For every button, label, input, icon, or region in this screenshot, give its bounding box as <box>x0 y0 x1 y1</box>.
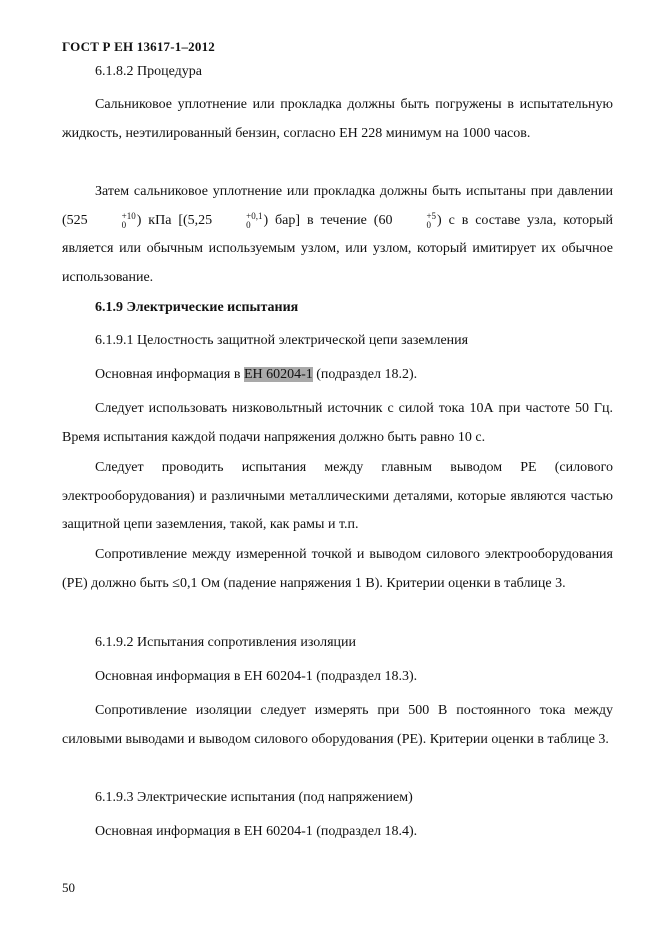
paragraph-basic-info-18-2 <box>62 361 613 390</box>
section-6-1-8-2-title: 6.1.8.2 Процедура <box>95 64 202 79</box>
tolerance-3-lower: 0 <box>426 219 431 230</box>
paragraph-low-voltage-source: Следует использовать низковольтный источник с силой тока 10А при частоте 50 Гц. Время испытания каждой подачи напряжения должно быть равно 10 с. <box>62 401 613 445</box>
section-6-1-9-1-title: 6.1.9.1 Целостность защитной электрической цепи заземления <box>95 333 469 348</box>
paragraph-basic-info-18-3: Основная информация в ЕН 60204-1 (подраздел 18.3). <box>95 669 418 684</box>
pressure-text-a: Затем сальниковое уплотнение или прокладка должны быть испытаны при давлении (525 <box>62 184 613 228</box>
basic-info-subsection: (подраздел 18.2). <box>312 367 418 382</box>
section-6-1-9-heading: 6.1.9 Электрические испытания <box>95 300 299 315</box>
section-6-1-9-3-title: 6.1.9.3 Электрические испытания (под напряжением) <box>95 790 413 805</box>
section-6-1-9-2-title: 6.1.9.2 Испытания сопротивления изоляции <box>95 635 356 650</box>
pressure-text-b: ) кПа [(5,25 <box>136 212 213 228</box>
paragraph-pe-test: Следует проводить испытания между главным выводом РЕ (силового электрооборудования) и различными металлическими деталями, которые являются частью защитной цепи заземления, такой, как рамы и т.п. <box>62 460 613 532</box>
tolerance-1-upper: +10 <box>121 210 136 221</box>
tolerance-2-upper: +0,1 <box>246 210 263 221</box>
page-number: 50 <box>62 880 75 895</box>
tolerance-2 <box>213 212 262 230</box>
document-code-header: ГОСТ Р ЕН 13617-1–2012 <box>62 39 215 54</box>
basic-info-text: Основная информация в <box>95 367 244 382</box>
paragraph-immersion: Сальниковое уплотнение или прокладка должны быть погружены в испытательную жидкость, неэтилированный бензин, согласно ЕН 228 минимум на 1000 часов. <box>62 97 613 141</box>
pressure-text-d: ) с в составе узла, который является или обычным используемым узлом, или узлом, который имитирует их обычное использование. <box>62 212 613 285</box>
tolerance-2-lower: 0 <box>246 219 251 230</box>
pressure-text-c: ) бар] в течение (60 <box>263 212 393 228</box>
paragraph-pressure-test <box>62 178 613 292</box>
highlighted-standard-ref[interactable]: ЕН 60204-1 <box>243 367 313 382</box>
paragraph-insulation-resistance: Сопротивление изоляции следует измерять при 500 В постоянного тока между силовыми выводами и выводом силового оборудования (РЕ). Критерии оценки в таблице 3. <box>62 703 613 747</box>
tolerance-3-upper: +5 <box>426 210 437 221</box>
tolerance-1 <box>89 212 136 230</box>
paragraph-resistance-criteria: Сопротивление между измеренной точкой и выводом силового электрооборудования (РЕ) должно быть ≤0,1 Ом (падение напряжения 1 В). Критерии оценки в таблице 3. <box>62 547 613 591</box>
tolerance-3 <box>393 212 436 230</box>
tolerance-1-lower: 0 <box>121 219 127 230</box>
paragraph-basic-info-18-4: Основная информация в ЕН 60204-1 (подраздел 18.4). <box>95 824 418 839</box>
